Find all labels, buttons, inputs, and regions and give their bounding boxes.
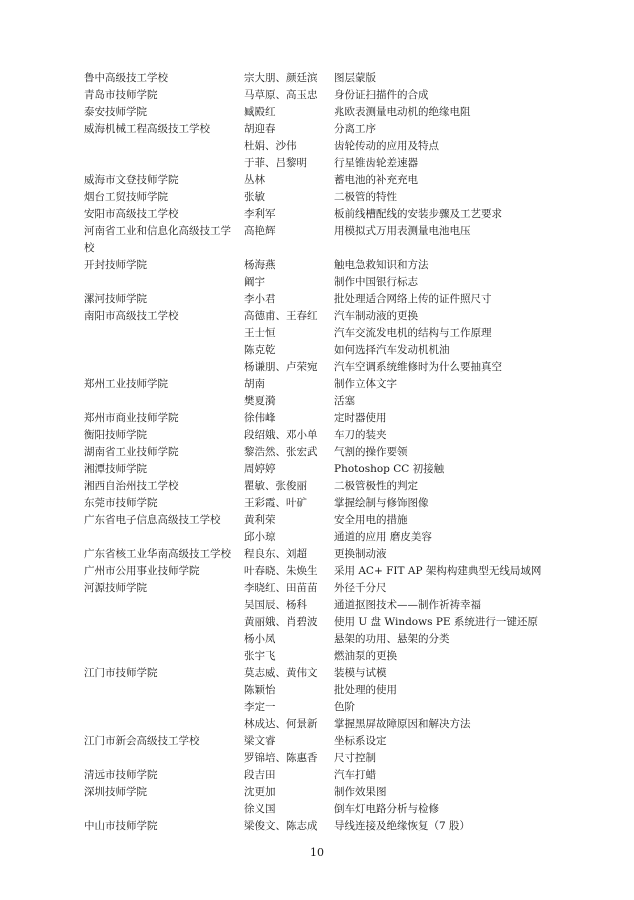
list-item (84, 665, 604, 682)
list-item (84, 393, 604, 410)
course-title: 制作中国银行标志 (334, 276, 418, 288)
list-item (84, 104, 604, 121)
list-item (84, 682, 604, 699)
author-names: 罗锦培、陈惠香 (244, 752, 318, 764)
list-item (84, 325, 604, 342)
school-name: 青岛市技师学院 (84, 89, 158, 101)
course-list (84, 70, 604, 835)
author-names: 宗大朋、颜廷滨 (244, 72, 318, 84)
author-names: 邱小琼 (244, 531, 276, 543)
list-item (84, 410, 604, 427)
course-title: 板前线槽配线的安装步骤及工艺要求 (334, 208, 502, 220)
school-name: 广东省核工业华南高级技工学校 (84, 548, 231, 560)
school-name: 鲁中高级技工学校 (84, 72, 168, 84)
author-names: 程良东、刘超 (244, 548, 307, 560)
author-names: 周婷婷 (244, 463, 276, 475)
course-title: 汽车空调系统维修时为什么要抽真空 (334, 361, 502, 373)
author-names: 高艳辉 (244, 225, 276, 237)
school-name: 湖南省工业技师学院 (84, 446, 179, 458)
course-title: 坐标系设定 (334, 735, 387, 747)
author-names: 段吉田 (244, 769, 276, 781)
list-item (84, 172, 604, 189)
list-item (84, 750, 604, 767)
course-title: 通道的应用 磨皮美容 (334, 531, 432, 543)
author-names: 臧殿红 (244, 106, 276, 118)
course-title: 掌握绘制与修饰图像 (334, 497, 429, 509)
author-names: 王彩霞、叶矿 (244, 497, 307, 509)
list-item (84, 512, 604, 529)
author-names: 于菲、吕黎明 (244, 157, 307, 169)
course-title: 触电急救知识和方法 (334, 259, 429, 271)
author-names: 黄丽娥、肖碧波 (244, 616, 318, 628)
course-title: 安全用电的措施 (334, 514, 408, 526)
list-item (84, 767, 604, 784)
page-number: 10 (310, 846, 324, 859)
author-names: 徐伟峰 (244, 412, 276, 424)
school-name: 烟台工贸技师学院 (84, 191, 168, 203)
course-title: 制作效果图 (334, 786, 387, 798)
school-name: 郑州工业技师学院 (84, 378, 168, 390)
list-item (84, 648, 604, 665)
course-title: 悬架的功用、悬架的分类 (334, 633, 450, 645)
course-title: 蓄电池的补充充电 (334, 174, 418, 186)
list-item (84, 563, 604, 580)
school-name: 江门市技师学院 (84, 667, 158, 679)
school-name: 安阳市高级技工学校 (84, 208, 179, 220)
list-item (84, 801, 604, 818)
author-names: 李晓红、田苗苗 (244, 582, 318, 594)
list-item (84, 257, 604, 274)
author-names: 樊夏漪 (244, 395, 276, 407)
school-name: 南阳市高级技工学校 (84, 310, 179, 322)
school-name: 清远市技师学院 (84, 769, 158, 781)
course-title: 导线连接及绝缘恢复（7 股） (334, 820, 471, 832)
course-title: 掌握黑屏故障原因和解决方法 (334, 718, 471, 730)
course-title: Photoshop CC 初接触 (334, 463, 445, 475)
course-title: 外径千分尺 (334, 582, 387, 594)
author-names: 黄利荣 (244, 514, 276, 526)
course-title: 采用 AC+ FIT AP 架构构建典型无线局域网 (334, 565, 542, 577)
list-item (84, 427, 604, 444)
list-item (84, 87, 604, 104)
course-title: 如何选择汽车发动机机油 (334, 344, 450, 356)
course-title: 二极管极性的判定 (334, 480, 418, 492)
school-name: 郑州市商业技师学院 (84, 412, 179, 424)
list-item (84, 597, 604, 614)
course-title: 齿轮传动的应用及特点 (334, 140, 439, 152)
author-names: 阚宇 (244, 276, 265, 288)
school-name: 湘潭技师学院 (84, 463, 147, 475)
list-item (84, 614, 604, 631)
course-title: 二极管的特性 (334, 191, 397, 203)
school-name: 漯河技师学院 (84, 293, 147, 305)
author-names: 梁俊文、陈志成 (244, 820, 318, 832)
course-title: 分离工序 (334, 123, 376, 135)
course-title: 图层蒙版 (334, 72, 376, 84)
author-names: 沈更加 (244, 786, 276, 798)
author-names: 莫志威、黄伟文 (244, 667, 318, 679)
author-names: 陈颖怡 (244, 684, 276, 696)
course-title: 定时器使用 (334, 412, 387, 424)
author-names: 段绍娥、邓小单 (244, 429, 318, 441)
author-names: 叶春晓、朱焕生 (244, 565, 318, 577)
course-title: 兆欧表测量电动机的绝缘电阻 (334, 106, 471, 118)
course-title: 汽车制动液的更换 (334, 310, 418, 322)
course-title: 批处理的使用 (334, 684, 397, 696)
list-item (84, 478, 604, 495)
list-item (84, 70, 604, 87)
list-item (84, 274, 604, 291)
author-names: 胡南 (244, 378, 265, 390)
author-names: 杨海燕 (244, 259, 276, 271)
course-title: 车刀的装夹 (334, 429, 387, 441)
author-names: 李小君 (244, 293, 276, 305)
school-name: 河源技师学院 (84, 582, 147, 594)
school-name: 泰安技师学院 (84, 106, 147, 118)
course-title: 制作立体文字 (334, 378, 397, 390)
author-names: 李定一 (244, 701, 276, 713)
list-item (84, 444, 604, 461)
course-title: 汽车交流发电机的结构与工作原理 (334, 327, 492, 339)
course-title: 汽车打蜡 (334, 769, 376, 781)
course-title: 通道抠图技术——制作祈祷幸福 (334, 599, 481, 611)
course-title: 倒车灯电路分析与检修 (334, 803, 439, 815)
list-item (84, 784, 604, 801)
list-item (84, 155, 604, 172)
list-item (84, 546, 604, 563)
list-item (84, 461, 604, 478)
list-item (84, 138, 604, 155)
author-names: 张宇飞 (244, 650, 276, 662)
author-names: 张敏 (244, 191, 265, 203)
school-name: 开封技师学院 (84, 259, 147, 271)
course-title: 气割的操作要领 (334, 446, 408, 458)
author-names: 吴国辰、杨科 (244, 599, 307, 611)
list-item (84, 495, 604, 512)
author-names: 杨小凤 (244, 633, 276, 645)
course-title: 尺寸控制 (334, 752, 376, 764)
school-name: 广州市公用事业技师学院 (84, 565, 200, 577)
list-item (84, 121, 604, 138)
author-names: 杜娟、沙伟 (244, 140, 297, 152)
course-title: 燃油泵的更换 (334, 650, 397, 662)
course-title: 行星锥齿轮差速器 (334, 157, 418, 169)
school-name: 广东省电子信息高级技工学校 (84, 514, 221, 526)
course-title: 身份证扫描件的合成 (334, 89, 429, 101)
school-name: 威海机械工程高级技工学校 (84, 123, 210, 135)
list-item (84, 359, 604, 376)
author-names: 王士恒 (244, 327, 276, 339)
author-names: 马草原、高玉忠 (244, 89, 318, 101)
list-item (84, 223, 604, 257)
list-item (84, 308, 604, 325)
author-names: 高德甫、王春红 (244, 310, 318, 322)
list-item (84, 529, 604, 546)
school-name: 深圳技师学院 (84, 786, 147, 798)
course-title: 批处理适合网络上传的证件照尺寸 (334, 293, 492, 305)
author-names: 瞿敏、张俊丽 (244, 480, 307, 492)
author-names: 丛林 (244, 174, 265, 186)
author-names: 梁文睿 (244, 735, 276, 747)
list-item (84, 206, 604, 223)
author-names: 林成达、何景新 (244, 718, 318, 730)
school-name: 东莞市技师学院 (84, 497, 158, 509)
course-title: 使用 U 盘 Windows PE 系统进行一键还原 (334, 616, 538, 628)
course-title: 活塞 (334, 395, 355, 407)
school-name: 衡阳技师学院 (84, 429, 147, 441)
course-title: 更换制动液 (334, 548, 387, 560)
author-names: 陈克乾 (244, 344, 276, 356)
school-name: 江门市新会高级技工学校 (84, 735, 200, 747)
school-name: 湘西自治州技工学校 (84, 480, 179, 492)
list-item (84, 376, 604, 393)
school-name: 威海市文登技师学院 (84, 174, 179, 186)
author-names: 杨谦朋、卢荣宛 (244, 361, 318, 373)
list-item (84, 580, 604, 597)
list-item (84, 699, 604, 716)
course-title: 色阶 (334, 701, 355, 713)
course-title: 用模拟式万用表测量电池电压 (334, 225, 471, 237)
author-names: 李利军 (244, 208, 276, 220)
author-names: 黎浩然、张宏武 (244, 446, 318, 458)
list-item (84, 342, 604, 359)
author-names: 胡迎春 (244, 123, 276, 135)
school-name: 河南省工业和信息化高级技工学校 (84, 225, 231, 254)
list-item (84, 291, 604, 308)
course-title: 装模与试模 (334, 667, 387, 679)
list-item (84, 189, 604, 206)
list-item (84, 716, 604, 733)
list-item (84, 631, 604, 648)
list-item (84, 733, 604, 750)
list-item (84, 818, 604, 835)
author-names: 徐义国 (244, 803, 276, 815)
school-name: 中山市技师学院 (84, 820, 158, 832)
